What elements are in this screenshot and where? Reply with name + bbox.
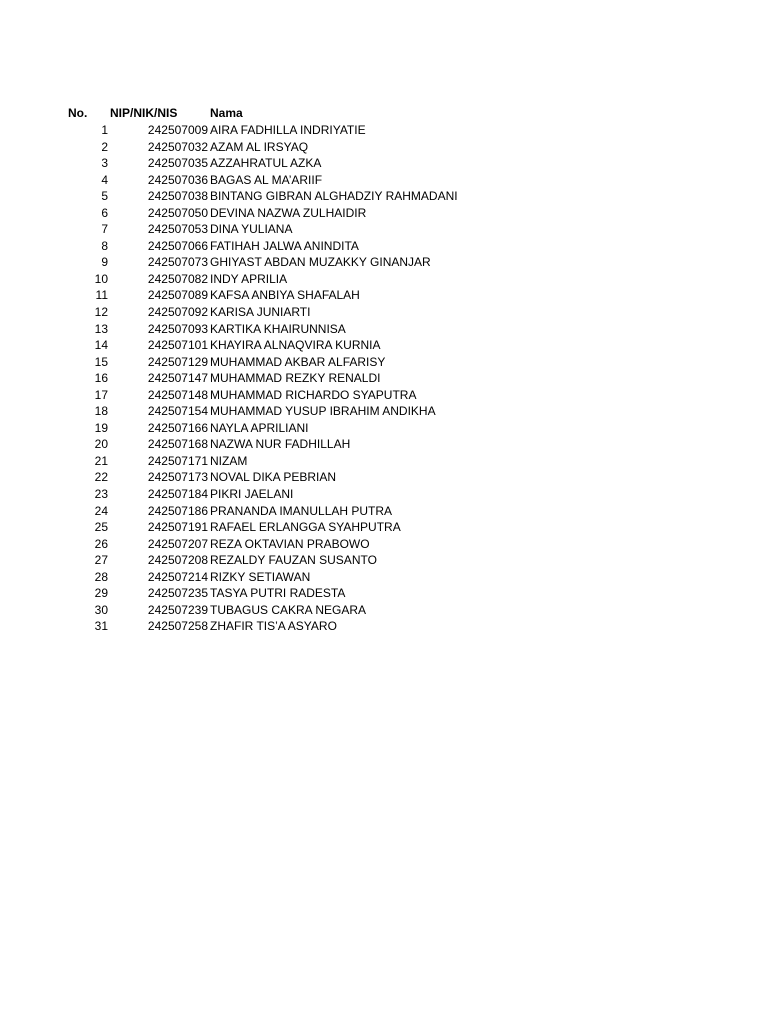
cell-nip: 242507186 [147,503,208,518]
cell-nip: 242507073 [147,255,208,270]
cell-no: 5 [101,189,108,204]
cell-no: 21 [94,453,108,468]
table-row [0,254,768,271]
cell-no: 26 [94,536,108,551]
table-row [0,569,768,586]
cell-no: 13 [94,321,108,336]
table-row [0,503,768,520]
cell-no: 6 [101,205,108,220]
cell-nama: BINTANG GIBRAN ALGHADZIY RAHMADANI [210,189,458,204]
cell-nip: 242507053 [147,222,208,237]
cell-no: 14 [94,338,108,353]
cell-no: 15 [94,354,108,369]
table-row [0,436,768,453]
header-nip: NIP/NIK/NIS [110,106,178,120]
cell-nip: 242507101 [147,338,208,353]
cell-nip: 242507235 [147,586,208,601]
table-row [0,139,768,156]
cell-nama: NAZWA NUR FADHILLAH [210,437,351,452]
table-row [0,602,768,619]
cell-no: 18 [94,404,108,419]
cell-nip: 242507154 [147,404,208,419]
cell-nip: 242507032 [147,139,208,154]
cell-no: 11 [95,288,108,303]
cell-nip: 242507239 [147,602,208,617]
table-row [0,486,768,503]
table-row [0,122,768,139]
cell-nama: AIRA FADHILLA INDRIYATIE [210,123,366,137]
cell-no: 12 [94,305,108,320]
table-row [0,321,768,338]
table-row [0,519,768,536]
cell-no: 16 [94,371,108,386]
cell-nip: 242507214 [147,569,208,584]
header-no: No. [68,106,88,120]
table-row [0,238,768,255]
cell-no: 24 [94,503,108,518]
cell-nama: AZAM AL IRSYAQ [210,139,309,154]
cell-no: 9 [101,255,108,270]
table-row [0,453,768,470]
cell-nama: MUHAMMAD REZKY RENALDI [210,371,381,386]
cell-nama: NAYLA APRILIANI [210,420,309,435]
table-header [0,105,768,122]
cell-nip: 242507148 [147,387,208,402]
cell-nama: TUBAGUS CAKRA NEGARA [210,602,367,617]
cell-nip: 242507171 [147,453,208,468]
cell-nama: MUHAMMAD RICHARDO SYAPUTRA [210,387,417,402]
cell-nama: AZZAHRATUL AZKA [210,156,322,171]
table-row [0,205,768,222]
table-row [0,618,768,635]
cell-nip: 242507035 [147,156,208,171]
cell-nama: KAFSA ANBIYA SHAFALAH [210,288,360,303]
cell-nama: TASYA PUTRI RADESTA [210,586,346,601]
table-row [0,188,768,205]
cell-no: 2 [101,139,108,154]
cell-nama: GHIYAST ABDAN MUZAKKY GINANJAR [210,255,431,270]
cell-no: 17 [94,387,108,402]
cell-no: 19 [94,420,108,435]
cell-nama: DINA YULIANA [210,222,293,237]
cell-no: 29 [94,586,108,601]
cell-no: 28 [94,569,108,584]
cell-nip: 242507009 [147,123,208,137]
cell-no: 1 [101,123,108,137]
table-body [0,122,768,635]
cell-nip: 242507038 [147,189,208,204]
cell-nama: MUHAMMAD AKBAR ALFARISY [210,354,386,369]
table-row [0,354,768,371]
cell-nama: REZALDY FAUZAN SUSANTO [210,553,377,568]
table-row [0,287,768,304]
cell-no: 25 [94,520,108,535]
table-row [0,337,768,354]
cell-nama: NOVAL DIKA PEBRIAN [210,470,337,485]
cell-nip: 242507092 [147,305,208,320]
cell-nama: REZA OKTAVIAN PRABOWO [210,536,370,551]
table-row [0,420,768,437]
cell-no: 7 [101,222,108,237]
table-row [0,552,768,569]
cell-nip: 242507036 [147,172,208,187]
cell-nama: MUHAMMAD YUSUP IBRAHIM ANDIKHA [210,404,436,419]
cell-no: 3 [101,156,108,171]
cell-nip: 242507168 [147,437,208,452]
cell-no: 10 [94,271,108,286]
cell-nama: FATIHAH JALWA ANINDITA [210,238,359,253]
table-row [0,585,768,602]
table-row [0,271,768,288]
table-row [0,387,768,404]
cell-no: 23 [94,487,108,502]
cell-no: 8 [101,238,108,253]
cell-nama: DEVINA NAZWA ZULHAIDIR [210,205,367,220]
cell-nip: 242507207 [147,536,208,551]
cell-nip: 242507147 [147,371,208,386]
cell-no: 22 [94,470,108,485]
cell-nama: KARISA JUNIARTI [210,305,311,320]
table-row [0,403,768,420]
table-row [0,221,768,238]
cell-nip: 242507173 [147,470,208,485]
cell-nip: 242507082 [147,271,208,286]
cell-no: 27 [94,553,108,568]
cell-nip: 242507184 [147,487,208,502]
cell-nama: RAFAEL ERLANGGA SYAHPUTRA [210,520,401,535]
cell-nip: 242507258 [147,619,208,634]
cell-nama: KARTIKA KHAIRUNNISA [210,321,346,336]
cell-nama: INDY APRILIA [210,271,288,286]
table-row [0,172,768,189]
cell-nama: NIZAM [210,453,248,468]
cell-nip: 242507066 [147,238,208,253]
cell-no: 20 [94,437,108,452]
cell-nip: 242507093 [147,321,208,336]
cell-nama: BAGAS AL MA’ARIIF [210,172,323,187]
cell-no: 4 [101,172,108,187]
cell-no: 31 [94,619,108,634]
table-row [0,536,768,553]
table-row [0,469,768,486]
table-row [0,155,768,172]
cell-nip: 242507191 [147,520,208,535]
cell-nip: 242507089 [147,288,208,303]
cell-nama: RIZKY SETIAWAN [210,569,311,584]
cell-nip: 242507129 [147,354,208,369]
cell-nip: 242507166 [147,420,208,435]
cell-no: 30 [94,602,108,617]
table-row [0,370,768,387]
cell-nama: KHAYIRA ALNAQVIRA KURNIA [210,338,381,353]
cell-nama: ZHAFIR TIS’A ASYARO [210,619,337,634]
cell-nama: PIKRI JAELANI [210,487,294,502]
header-nama: Nama [210,106,243,120]
cell-nip: 242507208 [147,553,208,568]
table-row [0,304,768,321]
cell-nip: 242507050 [147,205,208,220]
cell-nama: PRANANDA IMANULLAH PUTRA [210,503,393,518]
